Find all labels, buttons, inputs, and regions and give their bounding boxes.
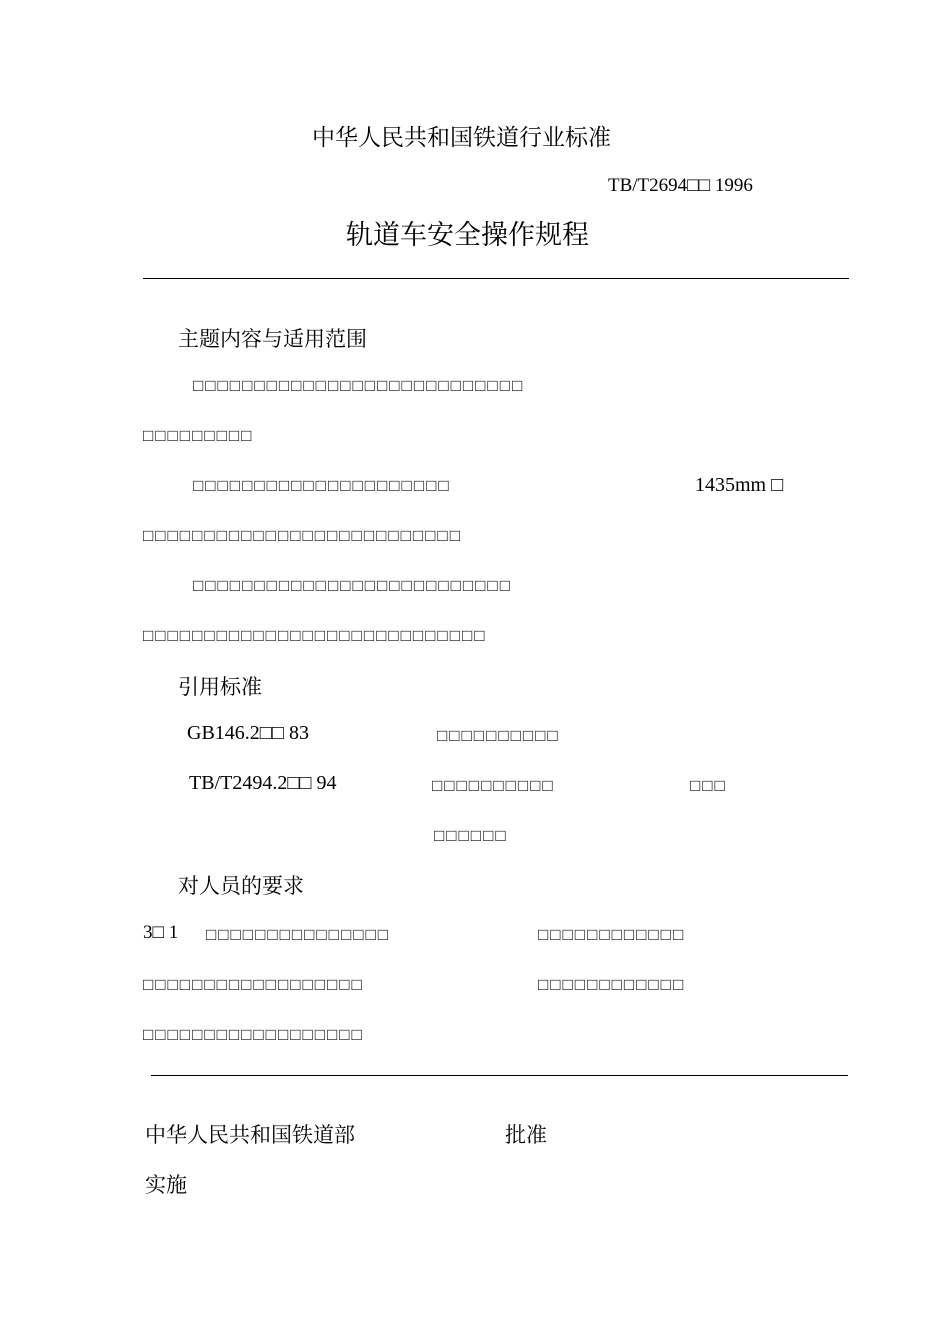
reference-2-suffix: □□□ — [690, 776, 727, 795]
bottom-divider — [151, 1075, 848, 1076]
scope-paragraph-2-line-2: □□□□□□□□□□□□□□□□□□□□□□□□□□ — [143, 526, 462, 545]
scope-paragraph-1-line-2: □□□□□□□□□ — [143, 426, 254, 445]
reference-1-title: □□□□□□□□□□ — [437, 726, 560, 745]
clause-line-2-left: □□□□□□□□□□□□□□□□□□ — [143, 975, 364, 994]
clause-line-1-left: □□□□□□□□□□□□□□□ — [206, 925, 391, 944]
scope-paragraph-3-line-2: □□□□□□□□□□□□□□□□□□□□□□□□□□□□ — [143, 626, 487, 645]
reference-1-code: GB146.2□□ 83 — [187, 722, 309, 744]
approval-label: 批准 — [505, 1123, 547, 1147]
clause-line-1-right: □□□□□□□□□□□□ — [538, 925, 686, 944]
scope-paragraph-2-line-1: □□□□□□□□□□□□□□□□□□□□□ — [193, 476, 451, 495]
issuing-authority: 中华人民共和国铁道部 — [145, 1123, 355, 1147]
standard-number: TB/T2694□□ 1996 — [608, 175, 753, 196]
section-heading-references: 引用标准 — [178, 675, 262, 699]
standard-title: 中华人民共和国铁道行业标准 — [312, 125, 611, 151]
clause-number: 3□ 1 — [143, 922, 179, 943]
section-heading-personnel: 对人员的要求 — [178, 874, 304, 898]
reference-2-code: TB/T2494.2□□ 94 — [189, 772, 337, 794]
reference-2-title-continued: □□□□□□ — [434, 826, 508, 845]
section-heading-scope: 主题内容与适用范围 — [178, 327, 367, 351]
top-divider — [143, 278, 849, 279]
clause-line-2-right: □□□□□□□□□□□□ — [538, 975, 686, 994]
scope-paragraph-1-line-1: □□□□□□□□□□□□□□□□□□□□□□□□□□□ — [193, 376, 525, 395]
track-gauge-value: 1435mm □ — [695, 474, 784, 496]
clause-line-3: □□□□□□□□□□□□□□□□□□ — [143, 1025, 364, 1044]
implementation-label: 实施 — [145, 1173, 187, 1197]
scope-paragraph-3-line-1: □□□□□□□□□□□□□□□□□□□□□□□□□□ — [193, 576, 512, 595]
document-title: 轨道车安全操作规程 — [346, 220, 589, 251]
reference-2-title: □□□□□□□□□□ — [432, 776, 555, 795]
